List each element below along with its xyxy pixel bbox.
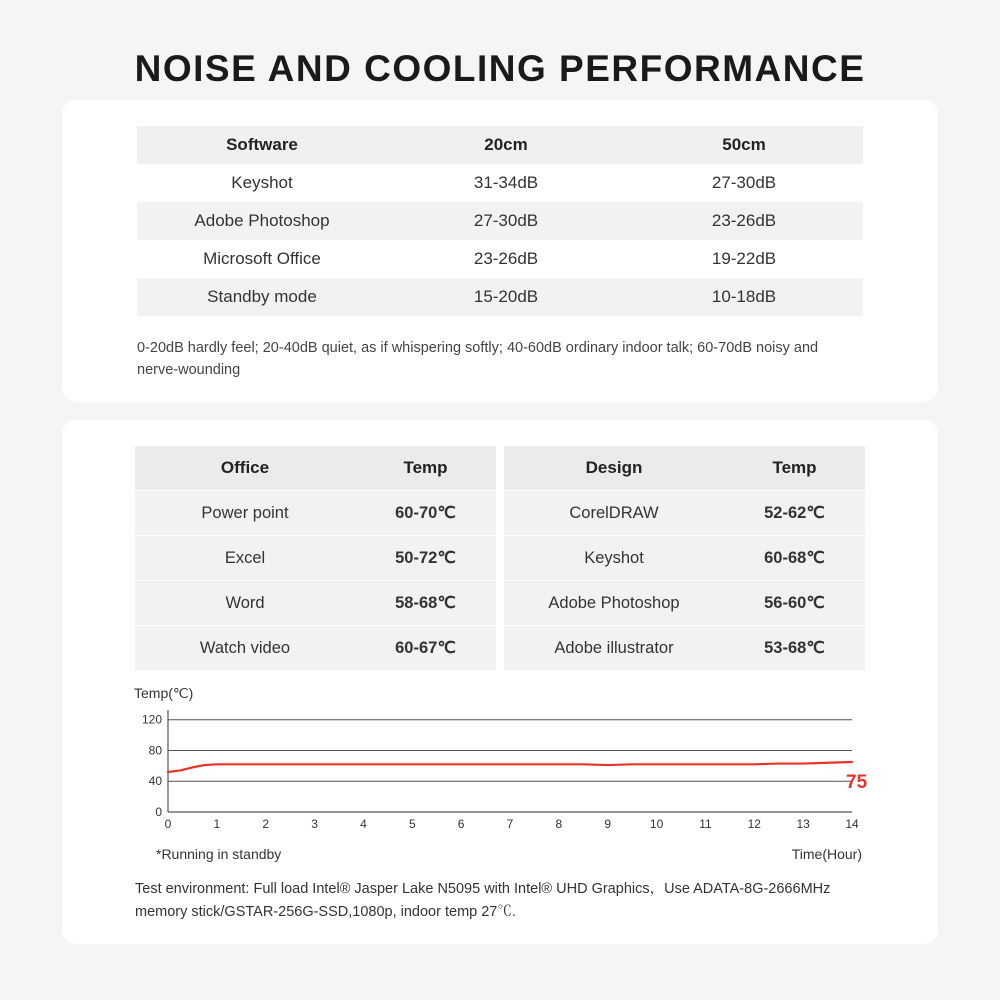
svg-text:12: 12 [747,817,761,831]
page-title: NOISE AND COOLING PERFORMANCE [134,48,866,89]
svg-text:14: 14 [845,817,859,831]
svg-text:0: 0 [155,805,162,819]
table-row [137,240,863,278]
chart-end-value-label: 75 [846,772,868,793]
noise-cell-20cm: 23-26dB [387,240,625,278]
chart-plot-area [130,704,870,844]
office-header-temp: Temp [355,446,496,491]
noise-cell-name: Microsoft Office [137,240,387,278]
svg-text:11: 11 [699,817,712,831]
design-cell-name: Adobe illustrator [504,626,724,671]
svg-text:40: 40 [148,774,162,789]
table-row [504,581,865,626]
table-row [504,536,865,581]
noise-table [137,126,863,316]
chart-svg [130,704,870,844]
noise-header-20cm: 20cm [387,126,625,164]
noise-cell-50cm: 23-26dB [625,202,863,240]
table-row [137,202,863,240]
temperature-chart [130,685,870,868]
office-header-name: Office [135,446,355,491]
svg-text:8: 8 [555,817,563,831]
table-row [137,278,863,316]
svg-text:7: 7 [506,817,514,831]
table-row [504,491,865,536]
table-row [135,581,496,626]
design-header-temp: Temp [724,446,865,491]
office-cell-name: Word [135,581,355,626]
office-temp-table [135,446,496,672]
office-cell-temp: 60-67℃ [355,626,496,671]
design-cell-temp: 53-68℃ [724,626,865,671]
svg-text:2: 2 [262,817,270,831]
svg-text:6: 6 [457,817,465,831]
noise-legend-note: 0-20dB hardly feel; 20-40dB quiet, as if whispering softly; 40-60dB ordinary indoor talk; 60-70dB noisy and nerve-wounding [137,340,819,378]
svg-text:80: 80 [148,743,162,758]
noise-cell-20cm: 15-20dB [387,278,625,316]
environment-note: Test environment: Full load Intel® Jasper Lake N5095 with Intel® UHD Graphics，Use ADATA-8G-2666MHz memory stick/GSTAR-256G-SSD,1080p, indoor temp 27℃. [135,881,831,921]
chart-footnote: *Running in standby [156,846,282,862]
chart-x-axis-label: Time(Hour) [791,846,862,862]
temperature-card [62,420,938,945]
noise-header-software: Software [137,126,387,164]
svg-text:13: 13 [796,817,810,831]
design-cell-temp: 52-62℃ [724,491,865,536]
design-cell-name: CorelDRAW [504,491,724,536]
noise-cell-50cm: 10-18dB [625,278,863,316]
noise-cell-name: Keyshot [137,164,387,202]
noise-card [62,100,938,402]
table-row [504,626,865,671]
noise-cell-50cm: 27-30dB [625,164,863,202]
table-header-row [135,446,496,491]
noise-cell-50cm: 19-22dB [625,240,863,278]
office-cell-name: Excel [135,536,355,581]
svg-text:10: 10 [649,817,664,831]
design-cell-name: Keyshot [504,536,724,581]
temperature-tables [135,446,865,672]
office-cell-temp: 60-70℃ [355,491,496,536]
noise-cell-name: Adobe Photoshop [137,202,387,240]
table-header-row [504,446,865,491]
noise-cell-20cm: 27-30dB [387,202,625,240]
chart-captions [130,846,870,868]
chart-y-axis-label: Temp(℃) [134,685,194,701]
table-row [135,491,496,536]
svg-text:9: 9 [604,817,612,831]
design-cell-temp: 56-60℃ [724,581,865,626]
design-header-name: Design [504,446,724,491]
noise-cell-20cm: 31-34dB [387,164,625,202]
table-header-row [137,126,863,164]
noise-header-50cm: 50cm [625,126,863,164]
table-row [135,626,496,671]
table-row [137,164,863,202]
office-cell-temp: 58-68℃ [355,581,496,626]
table-row [135,536,496,581]
office-cell-temp: 50-72℃ [355,536,496,581]
svg-text:5: 5 [408,817,416,831]
svg-text:4: 4 [360,817,367,831]
design-cell-name: Adobe Photoshop [504,581,724,626]
svg-text:1: 1 [213,817,221,831]
noise-cell-name: Standby mode [137,278,387,316]
design-temp-table [504,446,865,672]
office-cell-name: Power point [135,491,355,536]
svg-text:0: 0 [164,817,172,831]
svg-text:120: 120 [141,712,162,727]
svg-text:3: 3 [311,817,318,831]
office-cell-name: Watch video [135,626,355,671]
design-cell-temp: 60-68℃ [724,536,865,581]
